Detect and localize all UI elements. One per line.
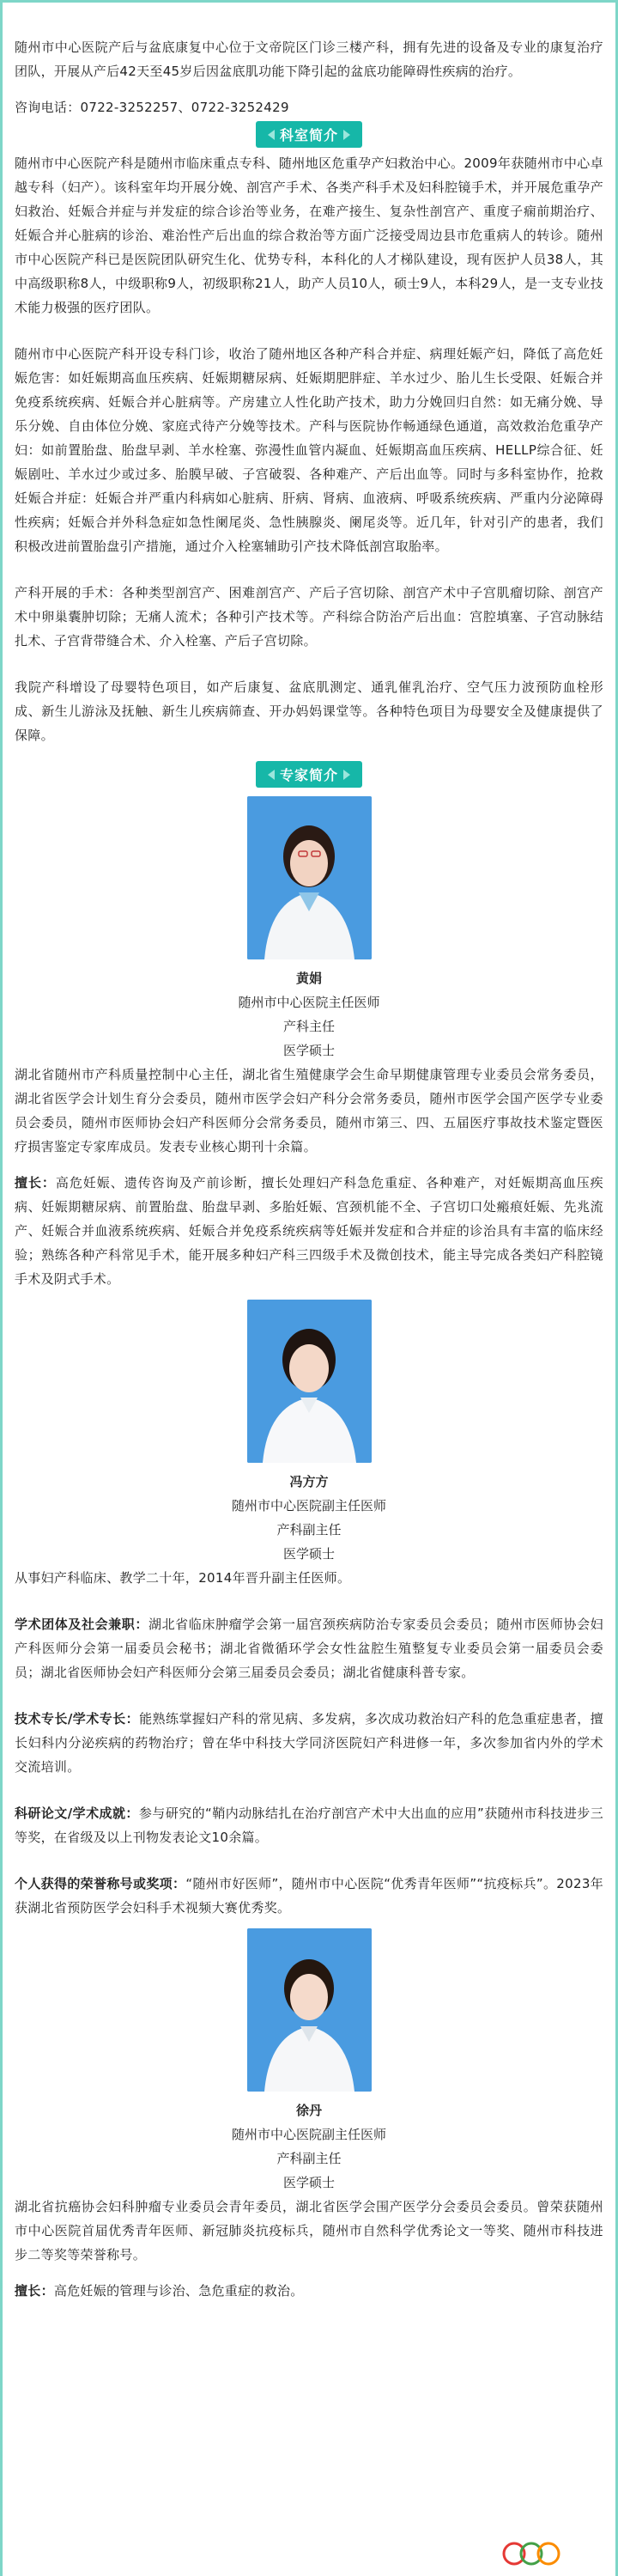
expert-1-title: 随州市中心医院主任医师 <box>238 995 380 1010</box>
expert-2-block-1 <box>15 1612 603 1684</box>
experts-heading <box>256 761 362 788</box>
phone-label: 咨询电话： <box>15 100 81 115</box>
dept-heading-text: 科室简介 <box>279 127 338 143</box>
portrait-icon <box>247 1928 372 2092</box>
expert-3-name: 徐丹 <box>295 2103 322 2118</box>
expert-1-specialty-label: 擅长： <box>15 1175 56 1191</box>
expert-3-title: 随州市中心医院副主任医师 <box>231 2127 386 2142</box>
expert-1-role: 产科主任 <box>282 1019 335 1034</box>
expert-1-photo <box>247 796 372 959</box>
expert-2-photo <box>247 1300 372 1463</box>
expert-3-bio: 湖北省抗癌协会妇科肿瘤专业委员会青年委员，湖北省医学会围产医学分会委员会委员。曾荣获随州市中心医院首届优秀青年医师、新冠肺炎抗疫标兵，随州市自然科学优秀论文一等奖、随州市科技进步二等奖等荣誉称号。 <box>15 2199 603 2262</box>
dept-heading <box>256 121 362 148</box>
arrow-left-mark-icon <box>268 130 275 140</box>
dept-heading-wrap <box>15 121 603 148</box>
expert-1-degree: 医学硕士 <box>282 1043 335 1058</box>
dept-paragraph-3: 产科开展的手术：各种类型剖宫产、困难剖宫产、产后子宫切除、剖宫产术中子宫肌瘤切除、剖宫产术中卵巢囊肿切除；无痛人流术；各种引产技术等。产科综合防治产后出血：宫腔填塞、子宫动脉结扎术、子宫背带缝合术、介入栓塞、产后子宫切除。 <box>15 585 603 649</box>
expert-2-block-3-label: 科研论文/学术成就： <box>15 1806 139 1821</box>
expert-1-bio: 湖北省随州市产科质量控制中心主任，湖北省生殖健康学会生命早期健康管理专业委员会常务委员，湖北省医学会计划生育分会委员，随州市医学会妇产科分会常务委员，随州市医学会国产医学专业委员会委员，随州市医师协会妇产科医师分会常务委员，随州市第三、四、五届医疗事故技术鉴定暨医疗损害鉴定专家库成员。发表专业核心期刊十余篇。 <box>15 1067 603 1154</box>
dept-paragraph-2: 随州市中心医院产科开设专科门诊，收治了随州地区各种产科合并症、病理妊娠产妇，降低了高危妊娠危害：如妊娠期高血压疾病、妊娠期糖尿病、妊娠期肥胖症、羊水过少、胎儿生长受限、妊娠合并免疫系统疾病、妊娠合并心脏病等。产房建立人性化助产技术，助力分娩回归自然：如无痛分娩、导乐分娩、自由体位分娩、家庭式待产分娩等技术。产科与医院协作畅通绿色通道，高效救治危重孕产妇：如前置胎盘、胎盘早剥、羊水栓塞、弥漫性血管内凝血、妊娠期高血压疾病、HELLP综合征、妊娠剧吐、羊水过少或过多、胎膜早破、子宫破裂、各种难产、产后出血等。同时与多科室协作，抢救妊娠合并症：妊娠合并严重内科病如心脏病、肝病、肾病、血液病、呼吸系统疾病、严重内分泌障碍性疾病；妊娠合并外科急症如急性阑尾炎、急性胰腺炎、阑尾炎等。近几年，针对引产的患者，我们积极改进前置胎盘引产措施，通过介入栓塞辅助引产技术降低剖宫取胎率。 <box>15 346 603 554</box>
expert-3-specialty <box>15 2279 603 2303</box>
arrow-right-mark-icon <box>343 130 350 140</box>
expert-2-title: 随州市中心医院副主任医师 <box>231 1498 386 1513</box>
expert-2-role: 产科副主任 <box>276 1522 342 1538</box>
expert-2-photo-wrap <box>15 1300 603 1463</box>
expert-2-block-2-text: 能熟练掌握妇产科的常见病、多发病，多次成功救治妇产科的危急重症患者，擅长妇科内分泌疾病的药物治疗；曾在华中科技大学同济医院妇产科进修一年，多次参加省内外的学术交流培训。 <box>15 1711 603 1775</box>
intro-text: 随州市中心医院产后与盆底康复中心位于文帝院区门诊三楼产科，拥有先进的设备及专业的康复治疗团队，开展从产后42天至45岁后因盆底肌功能下降引起的盆底功能障碍性疾病的治疗。 <box>15 40 603 79</box>
portrait-icon <box>247 1300 372 1463</box>
expert-2-name: 冯方方 <box>289 1474 329 1489</box>
dept-paragraph-4: 我院产科增设了母婴特色项目，如产后康复、盆底肌测定、通乳催乳治疗、空气压力波预防血栓形成、新生儿游泳及抚触、新生儿疾病筛查、开办妈妈课堂等。各种特色项目为母婴安全及健康提供了保障。 <box>15 679 603 743</box>
expert-3-degree: 医学硕士 <box>282 2175 335 2190</box>
experts-heading-wrap <box>15 761 603 788</box>
hospital-logo-icon <box>502 2536 564 2571</box>
expert-2-block-2 <box>15 1707 603 1779</box>
dept-paragraph-1: 随州市中心医院产科是随州市临床重点专科、随州地区危重孕产妇救治中心。2009年获随州市中心卓越专科（妇产）。该科室年均开展分娩、剖宫产手术、各类产科手术及妇科腔镜手术，并开展危重孕产妇救治、妊娠合并症与并发症的综合诊治等业务，在难产接生、复杂性剖宫产、重度子痫前期治疗、妊娠合并心脏病的诊治、难治性产后出血的综合救治等方面广泛接受周边县市危重病人的转诊。随州市中心医院产科已是医院团队研究生化、优势专科，本科化的人才梯队建设，现有医护人员38人，其中高级职称8人，中级职称9人，初级职称21人，助产人员10人，硕士9人，本科29人，是一支专业技术能力极强的医疗团队。 <box>15 155 603 315</box>
expert-3-role: 产科副主任 <box>276 2151 342 2166</box>
expert-2-block-2-label: 技术专长/学术专长： <box>15 1711 140 1726</box>
expert-1-specialty-text: 高危妊娠、遗传咨询及产前诊断，擅长处理妇产科急危重症、各种难产，对妊娠期高血压疾病、妊娠期糖尿病、前置胎盘、胎盘早剥、多胎妊娠、宫颈机能不全、子宫切口处瘢痕妊娠、先兆流产、妊娠合并血液系统疾病、妊娠合并免疫系统疾病等妊娠并发症和合并症的诊治具有丰富的临床经验；熟练各种产科常见手术，能开展多种妇产科三四级手术及微创技术，能主导完成各类妇产科腔镜手术及阴式手术。 <box>15 1175 603 1287</box>
expert-3-specialty-text: 高危妊娠的管理与诊治、急危重症的救治。 <box>53 2283 304 2299</box>
expert-1-name: 黄娟 <box>295 971 322 986</box>
expert-2-bio: 从事妇产科临床、教学二十年，2014年晋升副主任医师。 <box>15 1570 351 1586</box>
expert-2-block-4-label: 个人获得的荣誉称号或奖项： <box>15 1876 186 1891</box>
phone-value[interactable]: 0722-3252257、0722-3252429 <box>80 100 289 115</box>
expert-3-specialty-label: 擅长： <box>15 2283 54 2299</box>
expert-1-specialty <box>15 1171 603 1291</box>
expert-2-block-3 <box>15 1801 603 1849</box>
expert-3-photo <box>247 1928 372 2092</box>
phone-line <box>15 95 603 119</box>
portrait-icon <box>247 796 372 959</box>
expert-2-degree: 医学硕士 <box>282 1546 335 1562</box>
expert-1-photo-wrap <box>15 796 603 959</box>
expert-2-block-1-text: 湖北省临床肿瘤学会第一届宫颈疾病防治专家委员会委员；随州市医师协会妇产科医师分会第一届委员会秘书；湖北省微循环学会女性盆腔生殖整复专业委员会第一届委员会委员；湖北省医师协会妇产科医师分会第三届委员会委员；湖北省健康科普专家。 <box>15 1617 603 1680</box>
expert-3-photo-wrap <box>15 1928 603 2092</box>
expert-2-block-1-label: 学术团体及社会兼职： <box>15 1617 148 1632</box>
expert-2-block-4-text: “随州市好医师”，随州市中心医院“优秀青年医师”“抗疫标兵”。2023年获湖北省预防医学会妇科手术视频大赛优秀奖。 <box>15 1876 603 1915</box>
arrow-left-mark-icon <box>268 770 275 780</box>
expert-2-block-3-text: 参与研究的“鞘内动脉结扎在治疗剖宫产术中大出血的应用”获随州市科技进步三等奖，在省级及以上刊物发表论文10余篇。 <box>15 1806 603 1845</box>
arrow-right-mark-icon <box>343 770 350 780</box>
experts-heading-text: 专家简介 <box>279 767 338 783</box>
expert-2-block-4 <box>15 1872 603 1920</box>
